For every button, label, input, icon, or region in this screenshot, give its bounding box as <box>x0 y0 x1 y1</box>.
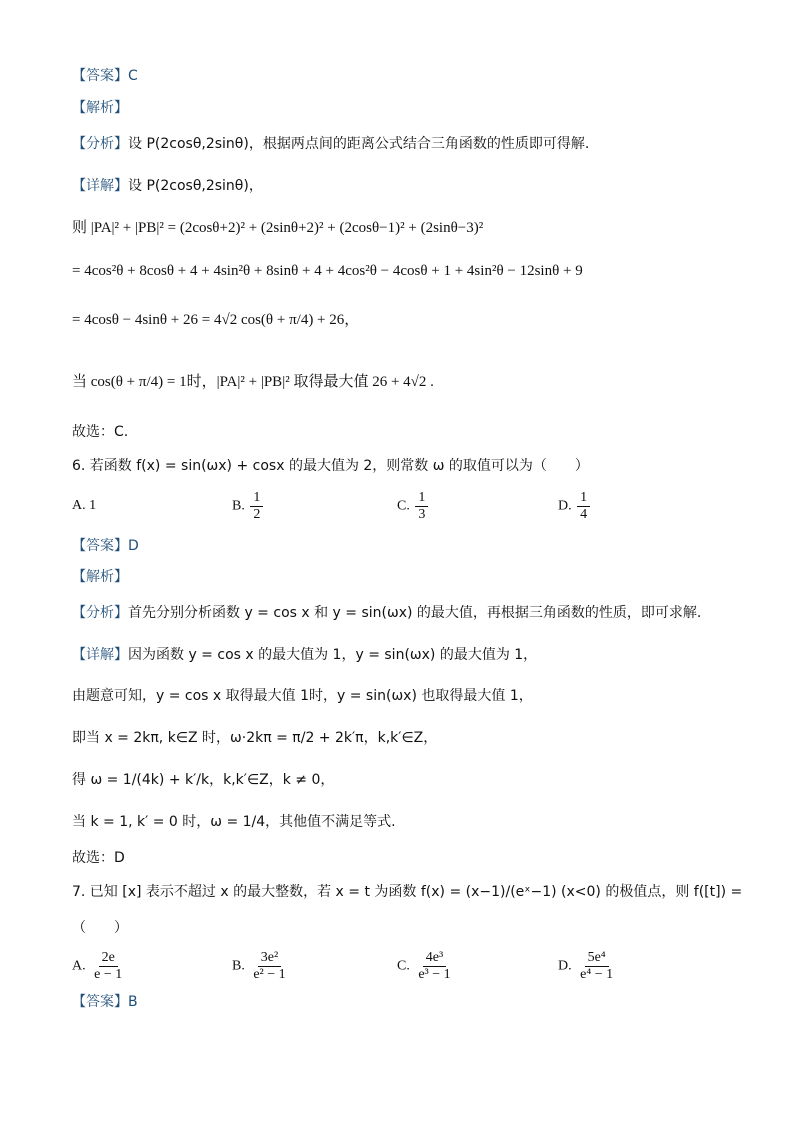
q7-option-d <box>558 950 618 983</box>
answer-line: 【答案】C <box>72 68 138 84</box>
q7-option-b-denominator: e² − 1 <box>253 967 286 982</box>
q7-option-c-label: C. <box>397 958 410 974</box>
q7-option-c <box>397 950 456 983</box>
q6-fenxi-line <box>72 603 701 623</box>
q6-option-d-denominator: 4 <box>580 507 588 522</box>
q6-answer: 【答案】D <box>72 538 139 554</box>
question-7-paren: （ ） <box>72 920 128 936</box>
q6-line-4: 当 k = 1, k′ = 0 时，ω = 1/4，其他值不满足等式. <box>72 814 396 830</box>
q6-option-a: A. 1 <box>72 498 97 513</box>
xiangjie-tag: 【详解】 <box>72 178 128 194</box>
q7-option-b-numerator: 3e² <box>258 950 281 967</box>
q6-line-3: 得 ω = 1/(4k) + k′/k，k,k′∈Z，k ≠ 0， <box>72 772 335 788</box>
q7-answer: 【答案】B <box>72 994 138 1010</box>
q6-option-d-numerator: 1 <box>577 490 590 507</box>
q7-option-d-numerator: 5e⁴ <box>585 950 609 967</box>
q7-option-c-numerator: 4e³ <box>423 950 446 967</box>
xiangjie-text: 设 P(2cosθ,2sinθ)， <box>128 178 263 194</box>
q7-option-d-label: D. <box>558 958 572 974</box>
q7-option-a-denominator: e − 1 <box>94 967 123 982</box>
equation-1: 则 |PA|² + |PB|² = (2cosθ+2)² + (2sinθ+2)² + (2cosθ−1)² + (2sinθ−3)² <box>72 220 484 236</box>
q6-option-c-numerator: 1 <box>415 490 428 507</box>
question-7-stem: 7. 已知 [x] 表示不超过 x 的最大整数，若 x = t 为函数 f(x) = (x−1)/(eˣ−1) (x<0) 的极值点，则 f([t]) = <box>72 884 743 900</box>
guxuan-line: 故选：C. <box>72 424 129 440</box>
q6-fenxi-tag: 【分析】 <box>72 605 128 621</box>
jiexi-heading: 【解析】 <box>72 100 128 116</box>
q6-option-d-label: D. <box>558 498 572 514</box>
fenxi-text: 设 P(2cosθ,2sinθ)，根据两点间的距离公式结合三角函数的性质即可得解. <box>128 136 590 152</box>
q7-option-b-label: B. <box>232 958 245 974</box>
q7-option-a-label: A. <box>72 958 86 974</box>
q6-xiangjie-text: 因为函数 y = cos x 的最大值为 1，y = sin(ωx) 的最大值为 1， <box>128 647 538 663</box>
q6-jiexi: 【解析】 <box>72 569 128 585</box>
xiangjie-line <box>72 176 263 196</box>
question-6-stem: 6. 若函数 f(x) = sin(ωx) + cosx 的最大值为 2，则常数 ω 的取值可以为（ ） <box>72 458 589 474</box>
equation-4: 当 cos(θ + π/4) = 1时，|PA|² + |PB|² 取得最大值 26 + 4√2 . <box>72 374 434 390</box>
q7-option-d-denominator: e⁴ − 1 <box>580 967 614 982</box>
q6-fenxi-text: 首先分别分析函数 y = cos x 和 y = sin(ωx) 的最大值，再根据三角函数的性质，即可求解. <box>128 605 702 621</box>
q6-line-1: 由题意可知，y = cos x 取得最大值 1时，y = sin(ωx) 也取得最大值 1， <box>72 688 533 704</box>
q6-xiangjie-line <box>72 645 537 665</box>
fenxi-tag: 【分析】 <box>72 136 128 152</box>
equation-2: = 4cos²θ + 8cosθ + 4 + 4sin²θ + 8sinθ + 4 + 4cos²θ − 4cosθ + 1 + 4sin²θ − 12sinθ + 9 <box>72 263 583 279</box>
q6-option-d <box>558 490 592 523</box>
q7-option-a <box>72 950 127 983</box>
q6-option-c <box>397 490 430 523</box>
q7-option-b <box>232 950 291 983</box>
q6-option-c-label: C. <box>397 498 410 514</box>
q6-option-b-denominator: 2 <box>253 507 261 522</box>
q6-option-c-denominator: 3 <box>418 507 426 522</box>
q6-option-b <box>232 490 265 523</box>
q6-line-2: 即当 x = 2kπ, k∈Z 时，ω·2kπ = π/2 + 2k′π，k,k′∈Z， <box>72 730 438 746</box>
q6-xiangjie-tag: 【详解】 <box>72 647 128 663</box>
q6-option-b-numerator: 1 <box>250 490 263 507</box>
q7-option-a-numerator: 2e <box>99 950 118 967</box>
fenxi-line <box>72 134 589 154</box>
equation-3: = 4cosθ − 4sinθ + 26 = 4√2 cos(θ + π/4) + 26， <box>72 312 360 328</box>
q7-option-c-denominator: e³ − 1 <box>418 967 451 982</box>
q6-option-b-label: B. <box>232 498 245 514</box>
q6-guxuan: 故选：D <box>72 850 125 866</box>
